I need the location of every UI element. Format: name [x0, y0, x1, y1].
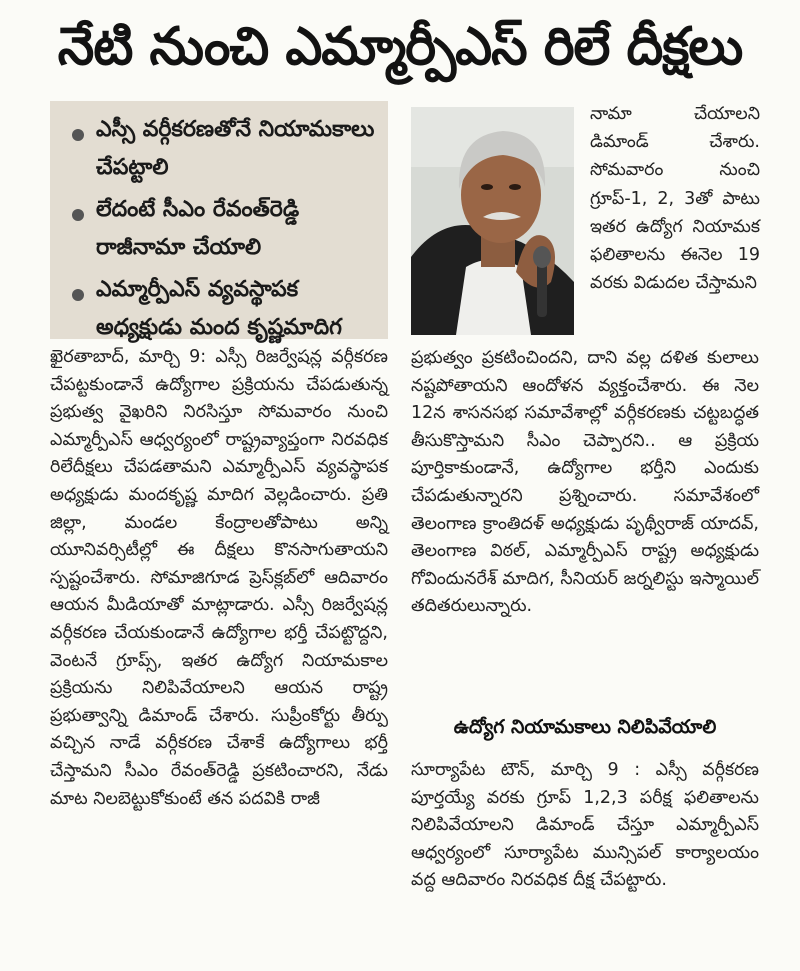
bullet-icon: [72, 289, 84, 301]
article-paragraph: నామా చేయాలని డిమాండ్ చేశారు. సోమవారం నుంచి గ్రూప్-1, 2, 3తో పాటు ఇతర ఉద్యోగ నియామక ఫలితాలను ఈనెల 19 వరకు విడుదల చేస్తామని: [590, 104, 760, 294]
article-column-right-bottom: [411, 757, 759, 895]
portrait-photo: [411, 107, 574, 335]
highlight-item: [72, 271, 378, 347]
highlight-text: ఎస్సీ వర్గీకరణతోనే నియామకాలు చేపట్టాలి: [96, 117, 375, 180]
bullet-icon: [72, 209, 84, 221]
highlights-box: [50, 101, 388, 339]
article-column-left: [50, 344, 388, 813]
subheading: ఉద్యోగ నియామకాలు నిలిపివేయాలి: [453, 716, 717, 738]
highlight-item: [72, 191, 378, 267]
article-paragraph: సూర్యాపేట టౌన్, మార్చి 9 : ఎస్సీ వర్గీకరణ పూర్తయ్యే వరకు గ్రూప్ 1,2,3 పరీక్ష ఫలితాలను నిలిపివేయాలని డిమాండ్ చేస్తూ ఎమ్మార్పీఎస్ ఆధ్వర్యంలో సూర్యాపేట మున్సిపల్ కార్యాలయం వద్ద ఆదివారం నిరవధిక దీక్ష చేపట్టారు.: [411, 760, 759, 891]
highlight-item: [72, 111, 378, 187]
article-paragraph: ఖైరతాబాద్, మార్చి 9: ఎస్సీ రిజర్వేషన్ల వర్గీకరణ చేపట్టకుండానే ఉద్యోగాల ప్రక్రియను చేపడుతున్న ప్రభుత్వ వైఖరిని నిరసిస్తూ సోమవారం నుంచి ఎమ్మార్పీఎస్ ఆధ్వర్యంలో రాష్ట్రవ్యాప్తంగా నిరవధిక రిలేదీక్షలు చేపడతామని ఎమ్మార్పీఎస్ వ్యవస్థాపక అధ్యక్షుడు మందకృష్ణ మాదిగ వెల్లడించారు. ప్రతి జిల్లా, మండల కేంద్రాలతోపాటు అన్ని యూనివర్సిటీల్లో ఈ దీక్షలు కొనసాగుతాయని స్పష్టంచేశారు. సోమాజిగూడ ప్రెస్‌క్లబ్‌లో ఆదివారం ఆయన మీడియాతో మాట్లాడారు. ఎస్సీ రిజర్వేషన్ల వర్గీకరణ చేయకుండానే ఉద్యోగాల భర్తీ చేపట్టొద్దని, వెంటనే గ్రూప్స్, ఇతర ఉద్యోగ నియామకాల ప్రక్రియను నిలిపివేయాలని ఆయన రాష్ట్ర ప్రభుత్వాన్ని డిమాండ్ చేశారు. సుప్రీంకోర్టు తీర్పు వచ్చిన నాడే వర్గీకరణ చేశాకే ఉద్యోగాలు భర్తీ చేస్తామని సీఎం రేవంత్‌రెడ్డి ప్రకటించారని, నేడు మాట నిలబెట్టుకోకుంటే తన పదవికి రాజీ: [50, 347, 388, 809]
highlight-text: ఎమ్మార్పీఎస్ వ్యవస్థాపక అధ్యక్షుడు మంద కృష్ణమాదిగ: [96, 277, 342, 340]
bullet-icon: [72, 129, 84, 141]
headline: నేటి నుంచి ఎమ్మార్పీఎస్ రిలే దీక్షలు: [57, 17, 743, 77]
article-column-right: [411, 345, 759, 621]
highlight-text: లేదంటే సీఎం రేవంత్‌రెడ్డి రాజీనామా చేయాలి: [96, 197, 300, 260]
article-paragraph: ప్రభుత్వం ప్రకటించిందని, దాని వల్ల దళిత కులాలు నష్టపోతాయని ఆందోళన వ్యక్తంచేశారు. ఈ నెల 12న శాసనసభ సమావేశాల్లో వర్గీకరణకు చట్టబద్ధత తీసుకొస్తామని సీఎం చెప్పారని.. ఆ ప్రక్రియ పూర్తికాకుండానే, ఉద్యోగాల భర్తీని ఎందుకు చేపడుతున్నారని ప్రశ్నించారు. సమావేశంలో తెలంగాణ క్రాంతిదళ్ అధ్యక్షుడు పృథ్వీరాజ్ యాదవ్, తెలంగాణ విఠల్, ఎమ్మార్పీఎస్ రాష్ట్ర అధ్యక్షుడు గోవిందునరేశ్ మాదిగ, సీనియర్ జర్నలిస్టు ఇస్మాయిల్ తదితరులున్నారు.: [411, 348, 760, 617]
portrait-image: [411, 107, 574, 335]
article-column-right-top: [590, 100, 760, 297]
